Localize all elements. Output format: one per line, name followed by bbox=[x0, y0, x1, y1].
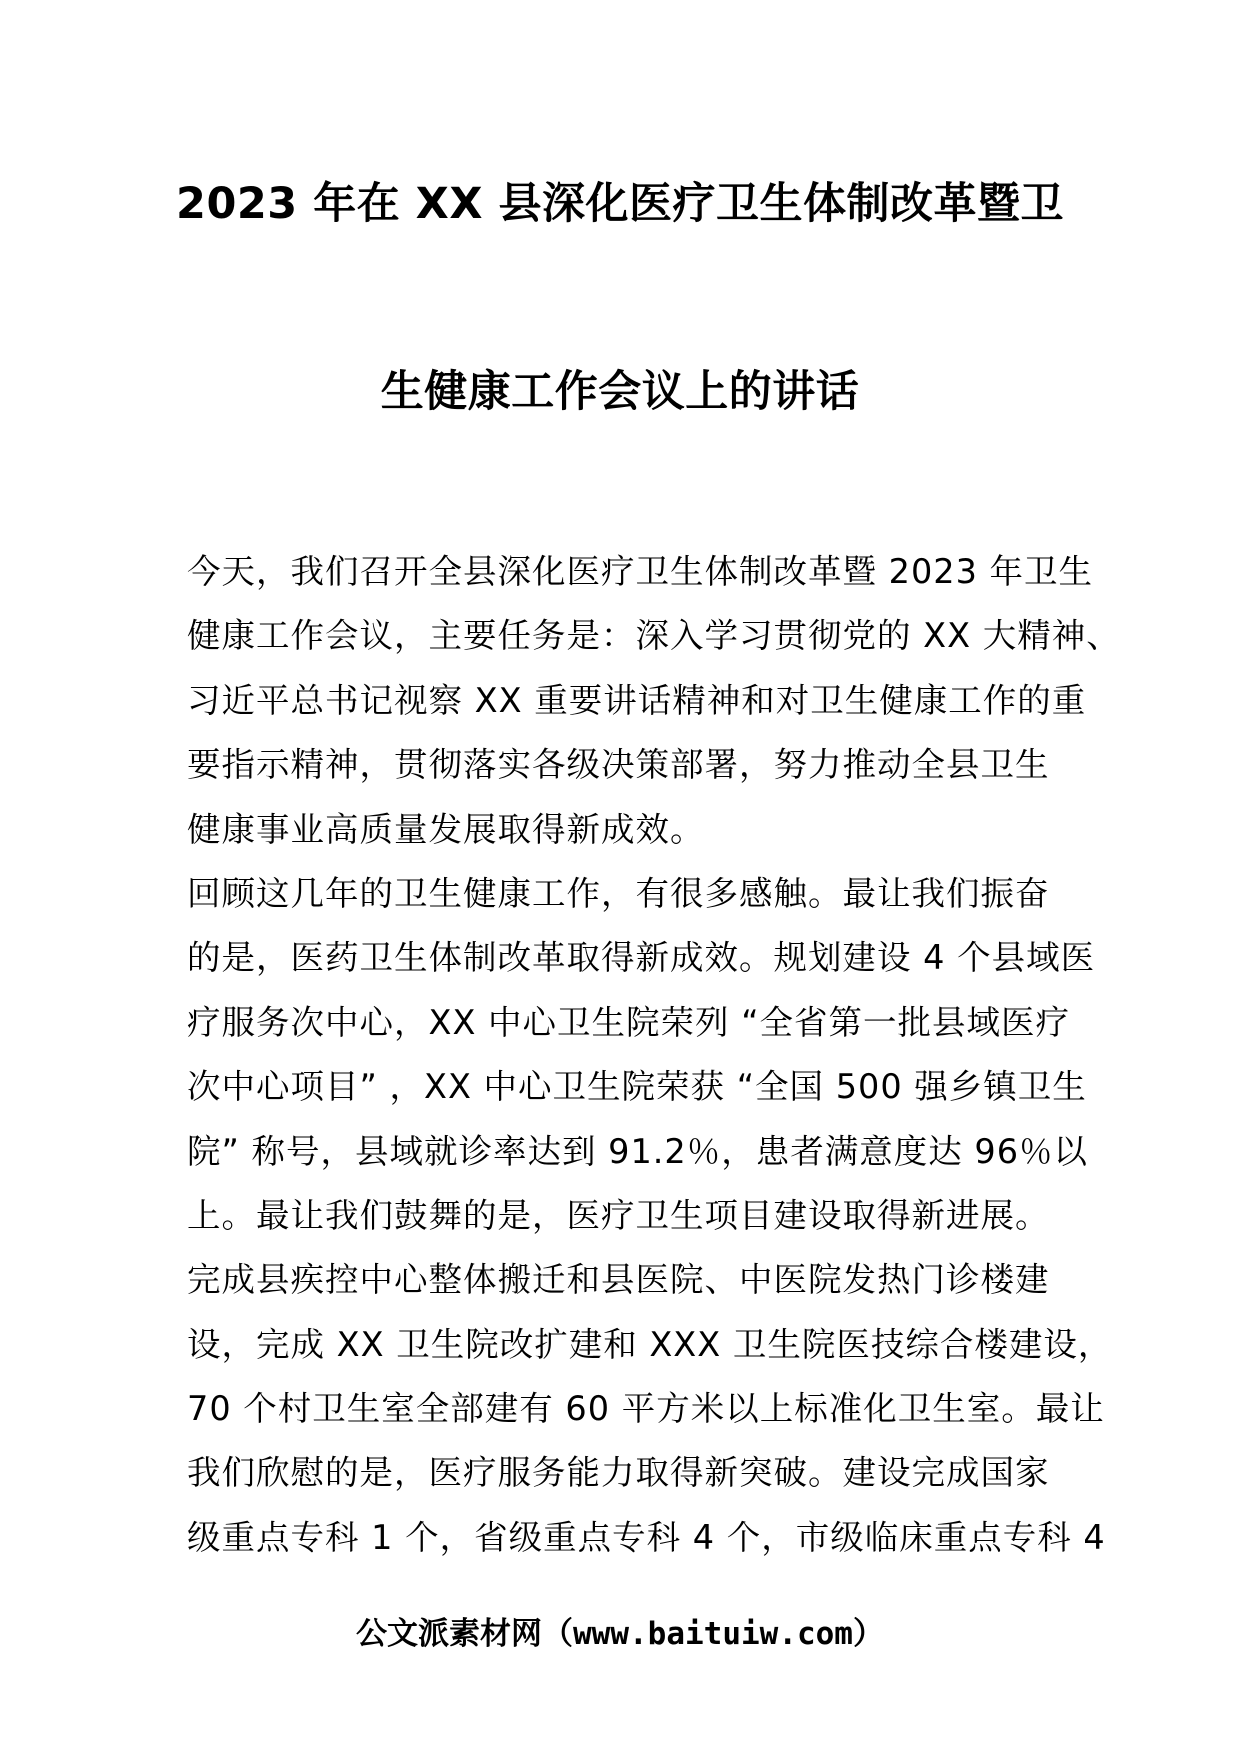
body-line: 70 个村卫生室全部建有 60 平方米以上标准化卫生室。最让 bbox=[187, 1389, 1105, 1429]
body-line: 级重点专科 1 个，省级重点专科 4 个，市级临床重点专科 4 bbox=[187, 1517, 1106, 1557]
page-footer bbox=[150, 1612, 1090, 1656]
body-line: 的是，医药卫生体制改革取得新成效。规划建设 4 个县域医 bbox=[187, 938, 1096, 978]
body-line: 习近平总书记视察 XX 重要讲话精神和对卫生健康工作的重 bbox=[187, 680, 1087, 720]
body-line: 要指示精神，贯彻落实各级决策部署，努力推动全县卫生 bbox=[187, 745, 1050, 785]
body-line: 健康工作会议，主要任务是：深入学习贯彻党的 XX 大精神、 bbox=[187, 616, 1121, 656]
document-title-line-1: 2023 年在 XX 县深化医疗卫生体制改革暨卫 bbox=[176, 179, 1064, 229]
document-title-line-2: 生健康工作会议上的讲话 bbox=[380, 367, 860, 417]
body-line: 今天，我们召开全县深化医疗卫生体制改革暨 2023 年卫生 bbox=[187, 552, 1094, 591]
body-line: 次中心项目” ，XX 中心卫生院荣获 “全国 500 强乡镇卫生 bbox=[187, 1067, 1087, 1107]
footer-url: （www.baituiw.com） bbox=[542, 1616, 884, 1652]
body-line: 回顾这几年的卫生健康工作，有很多感触。最让我们振奋 bbox=[187, 873, 1050, 913]
body-line: 设，完成 XX 卫生院改扩建和 XXX 卫生院医技综合楼建设， bbox=[187, 1324, 1113, 1364]
document-body bbox=[187, 540, 1121, 1570]
body-line: 上。最让我们鼓舞的是，医疗卫生项目建设取得新进展。 bbox=[187, 1195, 1050, 1235]
body-line: 我们欣慰的是，医疗服务能力取得新突破。建设完成国家 bbox=[187, 1453, 1050, 1493]
body-line: 健康事业高质量发展取得新成效。 bbox=[187, 809, 705, 849]
body-line: 完成县疾控中心整体搬迁和县医院、中医院发热门诊楼建 bbox=[187, 1260, 1050, 1300]
body-line: 院” 称号，县域就诊率达到 91.2％，患者满意度达 96％以 bbox=[187, 1131, 1089, 1171]
footer-site-name: 公文派素材网 bbox=[356, 1616, 543, 1652]
body-line: 疗服务次中心，XX 中心卫生院荣列 “全省第一批县域医疗 bbox=[187, 1002, 1071, 1042]
